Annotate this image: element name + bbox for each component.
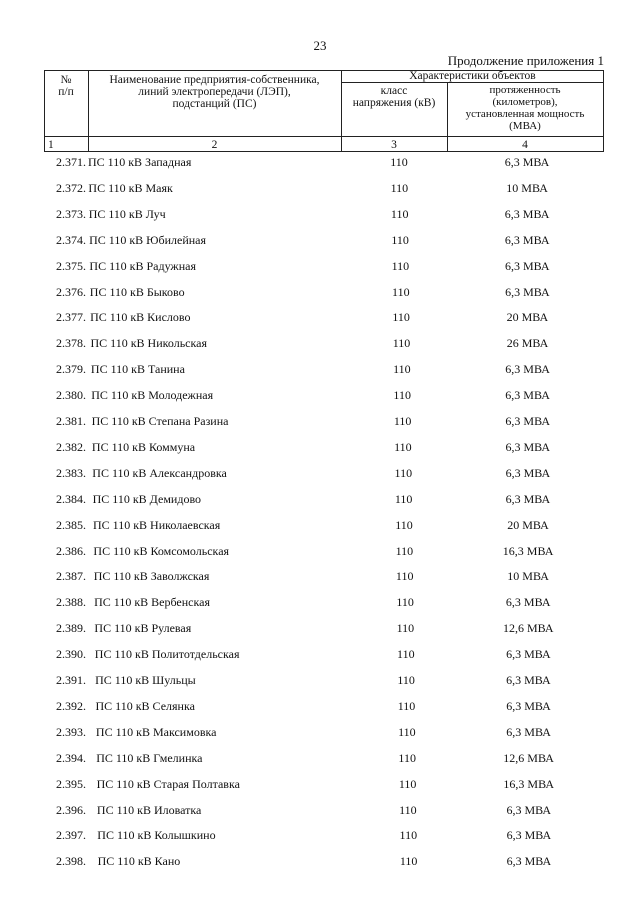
- row-name: ПС 110 кВ Никольская: [90, 336, 207, 350]
- table-row: [0, 336, 640, 356]
- table-row: [0, 777, 640, 797]
- row-voltage: 110: [396, 621, 415, 635]
- table-row: [0, 414, 640, 434]
- row-capacity: 6,3 МВА: [505, 466, 551, 480]
- row-voltage: 110: [397, 673, 415, 687]
- row-capacity: 12,6 МВА: [503, 621, 554, 635]
- row-capacity: 20 МВА: [507, 518, 549, 532]
- row-capacity: 6,3 МВА: [505, 414, 550, 428]
- row-number: 2.372.: [56, 181, 86, 195]
- page-number: 23: [313, 38, 327, 53]
- row-capacity: 6,3 МВА: [505, 440, 551, 454]
- row-number: 2.379.: [56, 362, 86, 376]
- row-number: 2.389.: [56, 621, 86, 635]
- header-col-number: № п/п: [58, 74, 74, 98]
- row-name: ПС 110 кВ Молодежная: [91, 388, 214, 402]
- row-capacity: 6,3 МВА: [505, 492, 551, 506]
- header-col-capacity: протяженность (километров), установленная мощность (МВА): [465, 84, 585, 132]
- row-name: ПС 110 кВ Политотдельская: [94, 647, 240, 661]
- row-name: ПС 110 кВ Селянка: [95, 699, 195, 713]
- row-capacity: 26 МВА: [506, 336, 549, 350]
- row-number: 2.381.: [56, 414, 86, 428]
- row-name: ПС 110 кВ Маяк: [88, 181, 173, 195]
- row-capacity: 6,3 МВА: [506, 673, 551, 687]
- row-voltage: 110: [395, 544, 414, 558]
- row-voltage: 110: [398, 725, 416, 739]
- header-bottom-border: [44, 151, 604, 152]
- row-capacity: 6,3 МВА: [506, 647, 551, 661]
- continuation-label: Продолжение приложения 1: [447, 53, 604, 68]
- row-name: ПС 110 кВ Кислово: [90, 310, 191, 324]
- row-capacity: 6,3 МВА: [505, 595, 551, 609]
- table-row: [0, 673, 640, 693]
- row-capacity: 20 МВА: [506, 310, 549, 324]
- table-row: [0, 803, 640, 823]
- row-number: 2.378.: [56, 336, 86, 350]
- table-row: [0, 362, 640, 382]
- table-row: [0, 544, 640, 564]
- table-row: [0, 155, 640, 175]
- row-capacity: 6,3 МВА: [504, 233, 550, 247]
- row-voltage: 110: [399, 854, 418, 868]
- row-name: ПС 110 кВ Радужная: [89, 259, 196, 273]
- row-name: ПС 110 кВ Николаевская: [93, 518, 221, 532]
- row-voltage: 110: [393, 362, 411, 376]
- row-name: ПС 110 кВ Максимовка: [95, 725, 217, 739]
- row-number: 2.386.: [56, 544, 86, 558]
- row-capacity: 6,3 МВА: [504, 155, 550, 169]
- row-number: 2.397.: [56, 828, 86, 842]
- row-name: ПС 110 кВ Вербенская: [94, 595, 211, 609]
- table-row: [0, 751, 640, 771]
- row-capacity: 6,3 МВА: [505, 388, 550, 402]
- row-name: ПС 110 кВ Быково: [89, 285, 185, 299]
- row-capacity: 6,3 МВА: [506, 725, 551, 739]
- table-row: [0, 207, 640, 227]
- row-voltage: 110: [399, 803, 417, 817]
- row-name: ПС 110 кВ Демидово: [92, 492, 202, 506]
- table-row: [0, 181, 640, 201]
- row-number: 2.385.: [56, 518, 86, 532]
- row-capacity: 12,6 МВА: [503, 751, 554, 765]
- row-name: ПС 110 кВ Старая Полтавка: [96, 777, 240, 791]
- row-number: 2.393.: [56, 725, 86, 739]
- table-row: [0, 699, 640, 719]
- row-name: ПС 110 кВ Колышкино: [97, 828, 216, 842]
- row-capacity: 6,3 МВА: [505, 259, 550, 273]
- row-name: ПС 110 кВ Степана Разина: [91, 414, 229, 428]
- table-row: [0, 440, 640, 460]
- row-voltage: 110: [390, 181, 409, 195]
- row-voltage: 110: [399, 828, 418, 842]
- table-row: [0, 621, 640, 641]
- row-capacity: 6,3 МВА: [505, 285, 550, 299]
- row-name: ПС 110 кВ Рулевая: [94, 621, 192, 635]
- row-number: 2.394.: [56, 751, 86, 765]
- row-name: ПС 110 кВ Коммуна: [91, 440, 196, 454]
- row-name: ПС 110 кВ Заволжская: [93, 569, 210, 583]
- row-number: 2.377.: [56, 310, 86, 324]
- row-name: ПС 110 кВ Юбилейная: [89, 233, 207, 247]
- row-capacity: 10 МВА: [506, 181, 548, 195]
- row-name: ПС 110 кВ Луч: [88, 207, 166, 221]
- row-voltage: 110: [394, 466, 413, 480]
- row-number: 2.373.: [56, 207, 86, 221]
- row-number: 2.395.: [56, 777, 86, 791]
- row-capacity: 10 МВА: [507, 569, 549, 583]
- table-row: [0, 285, 640, 305]
- row-number: 2.387.: [56, 569, 86, 583]
- row-number: 2.380.: [56, 388, 86, 402]
- row-name: ПС 110 кВ Танина: [90, 362, 185, 376]
- row-capacity: 16,3 МВА: [503, 777, 554, 791]
- row-name: ПС 110 кВ Кано: [97, 854, 181, 868]
- row-number: 2.398.: [56, 854, 86, 868]
- table-row: [0, 725, 640, 745]
- col-number-4: 4: [522, 139, 528, 151]
- row-capacity: 6,3 МВА: [506, 699, 551, 713]
- row-number: 2.383.: [56, 466, 86, 480]
- row-capacity: 6,3 МВА: [505, 362, 550, 376]
- row-voltage: 110: [392, 285, 410, 299]
- row-voltage: 110: [391, 259, 410, 273]
- row-voltage: 110: [398, 751, 416, 765]
- row-number: 2.392.: [56, 699, 86, 713]
- header-col-name: Наименование предприятия-собственника, линий электропередачи (ЛЭП), подстанций (ПС): [109, 74, 320, 110]
- table-row: [0, 518, 640, 538]
- col-number-1: 1: [48, 139, 54, 151]
- header-characteristics: Характеристики объектов: [409, 70, 536, 82]
- row-capacity: 6,3 МВА: [506, 854, 552, 868]
- header-col-voltage: класс напряжения (кВ): [352, 85, 436, 109]
- row-voltage: 110: [394, 440, 412, 454]
- row-voltage: 110: [395, 518, 413, 532]
- table-header: [44, 70, 604, 152]
- row-voltage: 110: [391, 233, 409, 247]
- col-number-2: 2: [211, 139, 218, 151]
- row-voltage: 110: [398, 777, 417, 791]
- row-voltage: 110: [390, 155, 408, 169]
- col-number-3: 3: [391, 139, 397, 151]
- row-voltage: 110: [392, 310, 410, 324]
- row-number: 2.374.: [56, 233, 86, 247]
- characteristics-divider: [341, 82, 604, 83]
- row-voltage: 110: [390, 207, 409, 221]
- row-voltage: 110: [393, 388, 411, 402]
- row-number: 2.371.: [56, 155, 86, 169]
- row-name: ПС 110 кВ Западная: [88, 155, 192, 169]
- row-name: ПС 110 кВ Александровка: [92, 466, 227, 480]
- row-voltage: 110: [397, 647, 415, 661]
- row-number: 2.388.: [56, 595, 86, 609]
- row-number: 2.396.: [56, 803, 86, 817]
- table-row: [0, 388, 640, 408]
- row-capacity: 16,3 МВА: [502, 544, 554, 558]
- row-voltage: 110: [396, 595, 414, 609]
- row-name: ПС 110 кВ Иловатка: [96, 803, 202, 817]
- table-row: [0, 233, 640, 253]
- row-voltage: 110: [397, 699, 416, 713]
- row-capacity: 6,3 МВА: [506, 828, 552, 842]
- table-row: [0, 828, 640, 848]
- row-capacity: 6,3 МВА: [504, 207, 550, 221]
- row-number: 2.384.: [56, 492, 86, 506]
- table-row: [0, 466, 640, 486]
- header-right-border: [603, 70, 604, 152]
- row-number: 2.382.: [56, 440, 86, 454]
- row-number: 2.391.: [56, 673, 86, 687]
- row-voltage: 110: [393, 414, 412, 428]
- row-name: ПС 110 кВ Комсомольская: [93, 544, 230, 558]
- row-voltage: 110: [394, 492, 413, 506]
- table-row: [0, 310, 640, 330]
- table-row: [0, 259, 640, 279]
- header-middle-border: [44, 136, 604, 137]
- row-number: 2.375.: [56, 259, 86, 273]
- row-capacity: 6,3 МВА: [506, 803, 552, 817]
- table-row: [0, 647, 640, 667]
- table-row: [0, 854, 640, 874]
- table-row: [0, 492, 640, 512]
- row-number: 2.390.: [56, 647, 86, 661]
- row-number: 2.376.: [56, 285, 86, 299]
- table-row: [0, 595, 640, 615]
- row-name: ПС 110 кВ Шульцы: [95, 673, 196, 687]
- row-name: ПС 110 кВ Гмелинка: [96, 751, 203, 765]
- row-voltage: 110: [395, 569, 414, 583]
- row-voltage: 110: [392, 336, 411, 350]
- table-row: [0, 569, 640, 589]
